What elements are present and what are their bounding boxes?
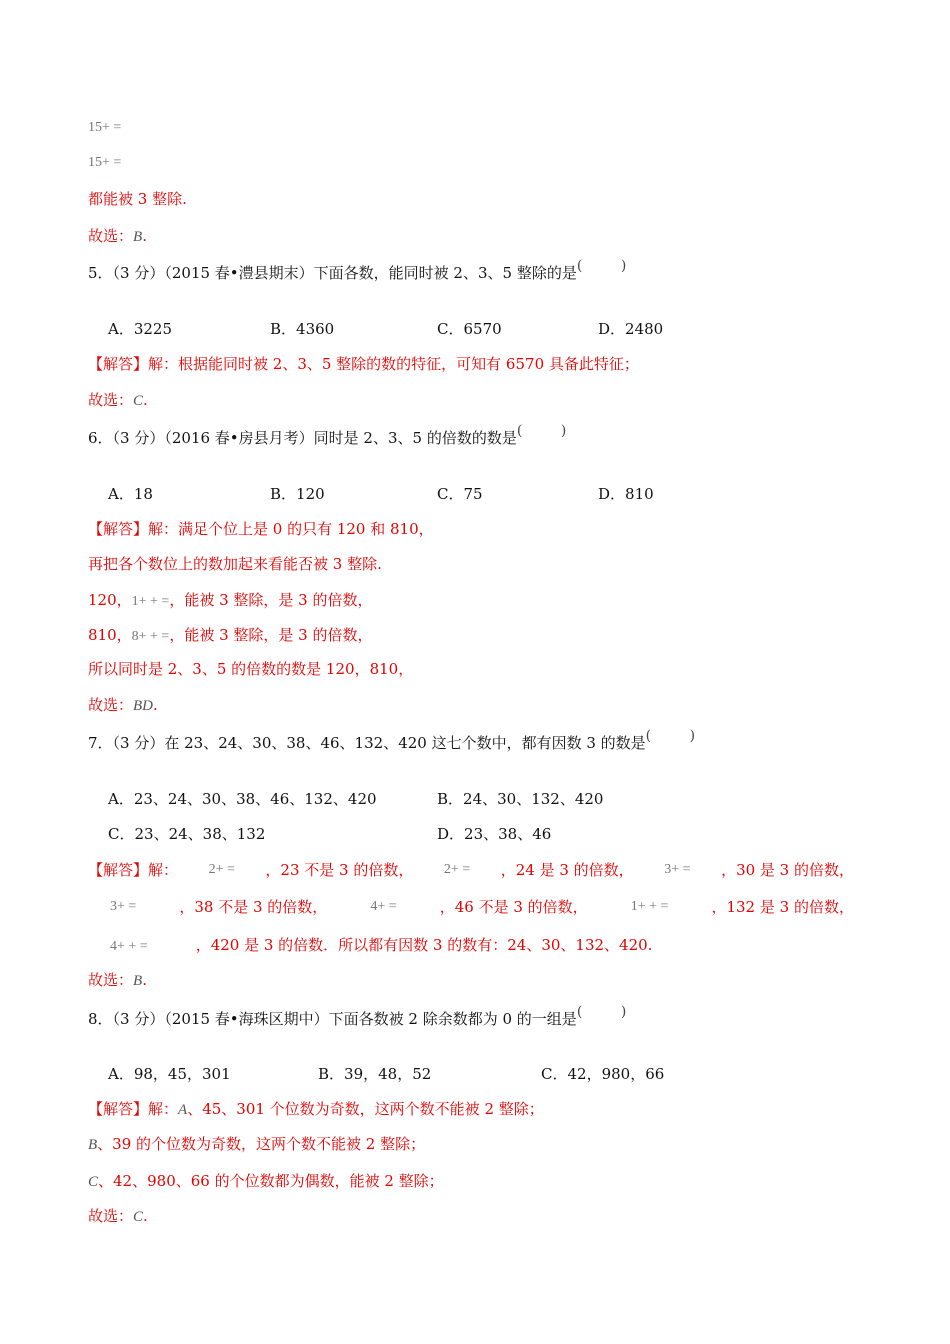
q8-option-c: C．42，980，66 [541, 1065, 665, 1083]
q5-option-b: B．4360 [270, 320, 335, 338]
q7-option-b: B．24、30、132、420 [437, 790, 604, 808]
q8-option-b: B．39，48，52 [318, 1065, 432, 1083]
q8-stem: 8．（3 分）（2015 春•海珠区期中）下面各数被 2 除余数都为 0 的一组是( ) [88, 1009, 637, 1030]
q7-answer-1: 【解答】解： 2+ = ，23 不是 3 的倍数， 2+ = ，24 是 3 的倍数， 3+ = ，30 是 3 的倍数， [88, 861, 854, 879]
q6-answer-2: 再把各个数位上的数加起来看能否被 3 整除. [88, 555, 382, 573]
q7-choice: 故选：B. [88, 971, 147, 989]
q6-option-a: A．18 [108, 485, 153, 503]
q6-answer-1: 【解答】解：满足个位上是 0 的只有 120 和 810， [88, 520, 434, 538]
q8-answer-3: C、42、980、66 的个位数都为偶数，能被 2 整除； [88, 1172, 444, 1190]
q5-stem: 5．（3 分）（2015 春•澧县期末）下面各数，能同时被 2、3、5 整除的是( ) [88, 263, 637, 284]
answer-bracket: ( ) [576, 258, 627, 274]
q7-answer-2: 3+ = ，38 不是 3 的倍数， 4+ = ，46 不是 3 的倍数， 1+ + = ，132 是 3 的倍数， [110, 898, 854, 916]
q6-option-b: B．120 [270, 485, 325, 503]
q6-stem: 6．（3 分）（2016 春•房县月考）同时是 2、3、5 的倍数的数是( ) [88, 428, 577, 449]
q5-option-d: D．2480 [598, 320, 664, 338]
prev-equation-2: 15+ = [88, 155, 122, 170]
q7-option-d: D．23、38、46 [437, 825, 552, 843]
q6-option-d: D．810 [598, 485, 654, 503]
q5-option-a: A．3225 [108, 320, 173, 338]
q8-answer-1: 【解答】解：A、45、301 个位数为奇数，这两个数不能被 2 整除； [88, 1100, 544, 1118]
q8-choice: 故选：C. [88, 1207, 148, 1225]
q8-answer-2: B、39 的个位数为奇数，这两个数不能被 2 整除； [88, 1135, 426, 1153]
prev-conclusion: 都能被 3 整除. [88, 190, 187, 208]
answer-bracket: ( ) [516, 423, 567, 439]
q6-answer-4: 810，8+ + =，能被 3 整除，是 3 的倍数， [88, 626, 373, 644]
q5-answer: 【解答】解：根据能同时被 2、3、5 整除的数的特征，可知有 6570 具备此特征； [88, 355, 639, 373]
q7-option-c: C．23、24、38、132 [108, 825, 266, 843]
q6-answer-3: 120，1+ + =，能被 3 整除，是 3 的倍数， [88, 591, 373, 609]
q6-answer-5: 所以同时是 2、3、5 的倍数的数是 120，810， [88, 660, 414, 678]
answer-bracket: ( ) [576, 1004, 627, 1020]
q8-option-a: A．98，45，301 [108, 1065, 231, 1083]
q6-option-c: C．75 [437, 485, 483, 503]
answer-bracket: ( ) [645, 728, 696, 744]
prev-choice: 故选：B. [88, 227, 147, 245]
q7-answer-3: 4+ + = ，420 是 3 的倍数．所以都有因数 3 的数有：24、30、132、420. [110, 936, 653, 954]
q7-stem: 7．（3 分）在 23、24、30、38、46、132、420 这七个数中，都有因数 3 的数是( ) [88, 733, 706, 754]
q5-choice: 故选：C. [88, 391, 148, 409]
prev-equation-1: 15+ = [88, 120, 122, 135]
q6-choice: 故选：BD. [88, 696, 158, 714]
q5-option-c: C．6570 [437, 320, 502, 338]
q7-option-a: A．23、24、30、38、46、132、420 [108, 790, 377, 808]
